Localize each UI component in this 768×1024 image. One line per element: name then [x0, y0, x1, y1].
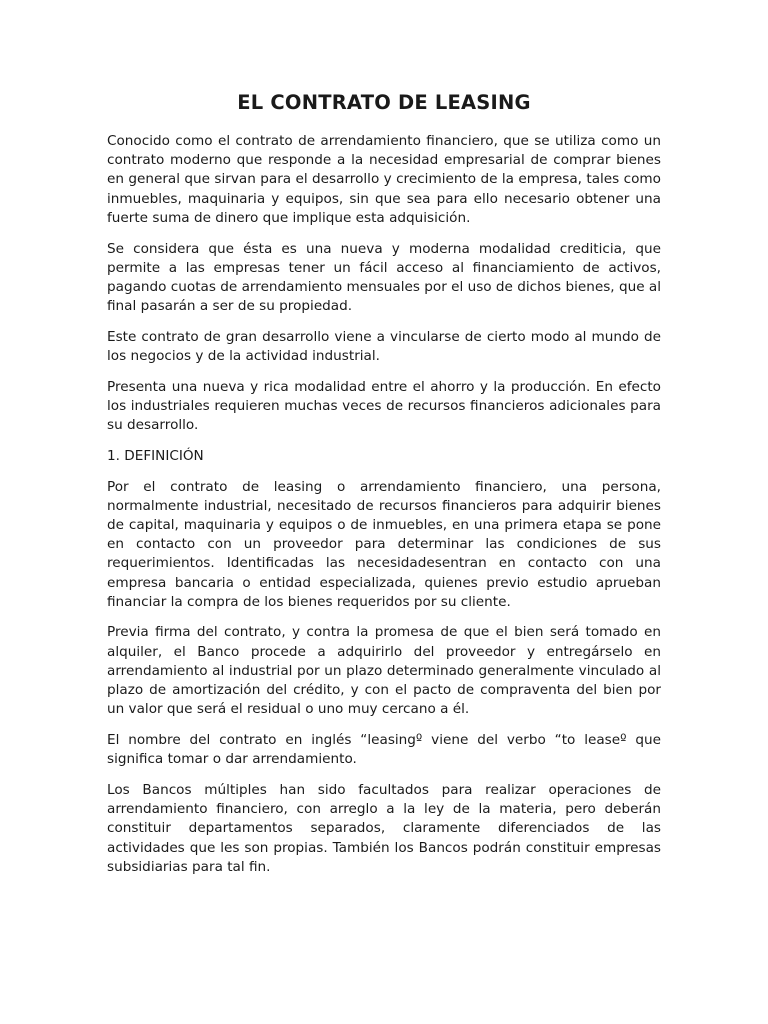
paragraph-intro: Conocido como el contrato de arrendamiento financiero, que se utiliza como un contrato moderno que responde a la necesidad empresarial de comprar bienes en general que sirvan para el desarrollo y crecimiento de la empresa, tales como inmuebles, maquinaria y equipos, sin que sea para ello necesario obtener una fuerte suma de dinero que implique esta adquisición.: [107, 133, 661, 226]
paragraph-desarrollo: Este contrato de gran desarrollo viene a vincularse de cierto modo al mundo de los negocios y de la actividad industrial.: [107, 328, 661, 365]
paragraph-firma: Previa firma del contrato, y contra la promesa de que el bien será tomado en alquiler, el Banco procede a adquirirlo del proveedor y entregárselo en arrendamiento al industrial por un plazo determinado generalmente vinculado al plazo de amortización del crédito, y con el pacto de compraventa del bien por un valor que será el residual o uno muy cercano a él.: [107, 624, 661, 718]
paragraph-modalidad: Se considera que ésta es una nueva y moderna modalidad crediticia, que permite a las empresas tener un fácil acceso al financiamiento de activos, pagando cuotas de arrendamiento mensuales por el uso de dichos bienes, que al final pasarán a ser de su propiedad.: [107, 240, 661, 315]
paragraph-bancos: Los Bancos múltiples han sido facultados para realizar operaciones de arrendamiento financiero, con arreglo a la ley de la materia, pero deberán constituir departamentos separados, claramente diferenciados de las actividades que les son propias. También los Bancos podrán constituir empresas subsidiarias para tal fin.: [107, 781, 661, 875]
paragraph-definicion: Por el contrato de leasing o arrendamiento financiero, una persona, normalmente industrial, necesitado de recursos financieros para adquirir bienes de capital, maquinaria y equipos o de inmuebles, en una primera etapa se pone en contacto con un proveedor para determinar las condiciones de sus requerimientos. Identificadas las necesidadesentran en contacto con una empresa bancaria o entidad especializada, quienes previo estudio aprueban financiar la compra de los bienes requeridos por su cliente.: [107, 478, 661, 610]
paragraph-nombre: El nombre del contrato en inglés “leasingº viene del verbo “to leaseº que significa tomar o dar arrendamiento.: [107, 731, 661, 768]
section-heading-definicion: 1. DEFINICIÓN: [107, 447, 204, 464]
document-page: [107, 88, 661, 888]
document-title: EL CONTRATO DE LEASING: [237, 91, 531, 114]
paragraph-ahorro: Presenta una nueva y rica modalidad entre el ahorro y la producción. En efecto los industriales requieren muchas veces de recursos financieros adicionales para su desarrollo.: [107, 378, 661, 434]
